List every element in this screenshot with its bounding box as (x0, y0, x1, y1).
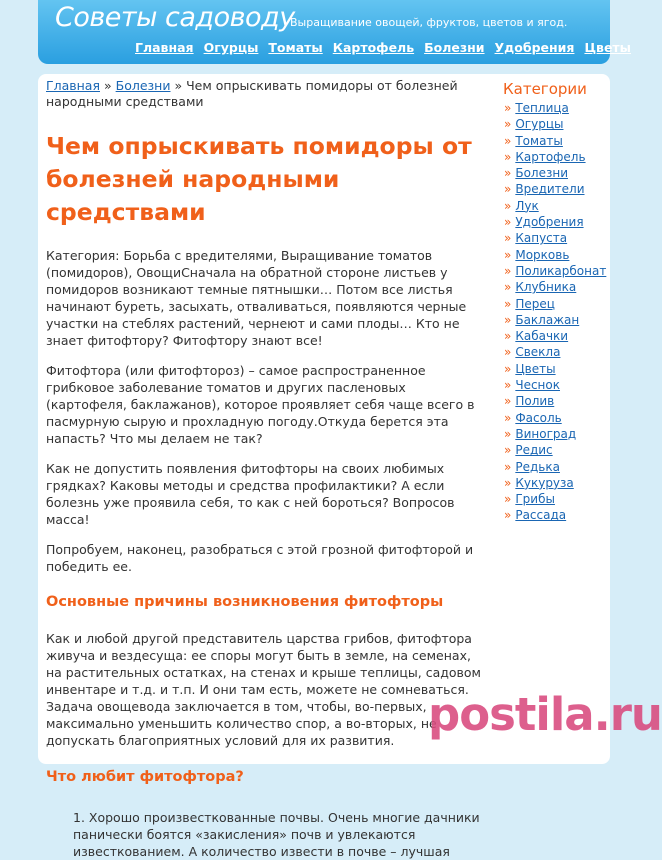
bullet-icon: » (504, 166, 512, 181)
category-link[interactable]: Кабачки (515, 329, 569, 344)
section-heading: Основные причины возникновения фитофторы (46, 594, 444, 610)
nav-link-potatoes[interactable]: Картофель (332, 40, 415, 55)
category-link[interactable]: Цветы (515, 361, 556, 376)
category-link[interactable]: Вредители (515, 182, 585, 197)
nav-link-tomatoes[interactable]: Томаты (268, 40, 323, 55)
category-link[interactable]: Лук (515, 198, 539, 213)
sidebar-category-item (504, 181, 606, 197)
bullet-icon: » (504, 133, 512, 148)
sidebar-category-item (504, 426, 606, 442)
category-link[interactable]: Капуста (515, 231, 568, 246)
bullet-icon: » (504, 410, 512, 425)
sidebar-category-item (504, 410, 606, 426)
category-link[interactable]: Теплица (515, 101, 569, 115)
category-link[interactable]: Баклажан (515, 312, 580, 327)
bullet-icon: » (504, 459, 512, 474)
bullet-icon: » (504, 378, 512, 393)
category-link[interactable]: Клубника (515, 280, 577, 295)
bullet-icon: » (504, 198, 512, 213)
category-link[interactable]: Фасоль (515, 410, 562, 425)
sidebar-category-item (504, 149, 606, 165)
sidebar-category-item (504, 393, 606, 409)
article-paragraph: Категория: Борьба с вредителями, Выращивание томатов (помидоров), ОвощиСначала на обратной стороне листьев у помидоров возникают темные пятнышки… Потом все листья начинают буреть, засыхать, отваливаться, появляются черные участки на стеблях растений, чернеют и сами плоды… Кто не знает фитофтору? Фитофтору знают все! (46, 248, 467, 348)
sidebar-title: Категории (503, 80, 587, 98)
bullet-icon: » (504, 443, 512, 458)
bullet-icon: » (504, 296, 512, 311)
bullet-icon: » (504, 394, 512, 409)
sidebar-category-item (504, 475, 606, 491)
category-link[interactable]: Виноград (515, 426, 577, 441)
sidebar-category-item (504, 491, 606, 507)
sidebar-category-item (504, 165, 606, 181)
site-logo[interactable]: Советы садоводу (55, 2, 295, 33)
sidebar-category-item (504, 214, 606, 230)
sidebar-category-item (504, 328, 606, 344)
section-heading: Что любит фитофтора? (46, 769, 244, 785)
bullet-icon: » (504, 508, 512, 523)
main-column (46, 78, 486, 860)
sidebar-category-item (504, 377, 606, 393)
bullet-icon: » (504, 101, 512, 115)
sidebar-category-item (504, 507, 606, 523)
bullet-icon: » (504, 492, 512, 507)
watermark-logo: postila.ru (428, 688, 662, 741)
sidebar-category-item (504, 296, 606, 312)
nav-link-fertilizers[interactable]: Удобрения (494, 40, 575, 55)
nav-link-diseases[interactable]: Болезни (424, 40, 485, 55)
article-paragraph: Как не допустить появления фитофторы на своих любимых грядках? Каковы методы и средства профилактики? А если болезнь уже проявила себя, то как с ней бороться? Вопросов масса! (46, 461, 455, 527)
category-link[interactable]: Удобрения (515, 215, 584, 230)
sidebar-category-item (504, 442, 606, 458)
sidebar-category-item (504, 459, 606, 475)
list-item: 1. Хорошо произвесткованные почвы. Очень многие дачники панически боятся «закисления» почв и увлекаются известкованием. А количество извести в почве – лучшая (73, 810, 480, 859)
sidebar-category-item (504, 100, 606, 116)
breadcrumb-separator: » (103, 78, 112, 93)
bullet-icon: » (504, 361, 512, 376)
sidebar-category-item (504, 198, 606, 214)
site-header (38, 0, 631, 64)
breadcrumb (46, 78, 486, 110)
bullet-icon: » (504, 231, 512, 246)
top-nav (135, 40, 641, 55)
category-link[interactable]: Томаты (515, 133, 563, 148)
category-link[interactable]: Редис (515, 443, 553, 458)
article-paragraph: Попробуем, наконец, разобраться с этой грозной фитофторой и победить ее. (46, 542, 474, 574)
category-link[interactable]: Чеснок (515, 378, 560, 393)
bullet-icon: » (504, 312, 512, 327)
breadcrumb-home[interactable]: Главная (46, 78, 100, 93)
category-link[interactable]: Рассада (515, 508, 567, 523)
category-list (496, 100, 606, 524)
bullet-icon: » (504, 215, 512, 230)
nav-link-cucumbers[interactable]: Огурцы (203, 40, 259, 55)
category-link[interactable]: Болезни (515, 166, 568, 181)
site-slogan: Выращивание овощей, фруктов, цветов и ягод. (290, 16, 568, 29)
sidebar-category-item (504, 116, 606, 132)
category-link[interactable]: Полив (515, 394, 555, 409)
breadcrumb-separator: » (174, 78, 183, 93)
category-link[interactable]: Свекла (515, 345, 561, 360)
breadcrumb-current: Чем опрыскивать помидоры от болезней народными средствами (46, 78, 458, 109)
bullet-icon: » (504, 182, 512, 197)
categories-sidebar (496, 80, 606, 524)
category-link[interactable]: Поликарбонат (515, 263, 607, 278)
category-link[interactable]: Кукуруза (515, 475, 574, 490)
sidebar-category-item (504, 361, 606, 377)
page-title: Чем опрыскивать помидоры от болезней народными средствами (46, 132, 472, 226)
category-link[interactable]: Картофель (515, 149, 586, 164)
article-paragraph: Как и любой другой представитель царства грибов, фитофтора живуча и вездесуща: ее споры могут быть в земле, на семенах, на растительных остатках, на стенах и крыше теплицы, садовом инвентаре и т.д. и т.п. И они там есть, можете не сомневаться. Задача овощевода заключается в том, чтобы, во-первых, максимально уменьшить количество спор, а во-вторых, не допускать благоприятных условий для их развития. (46, 631, 481, 748)
category-link[interactable]: Перец (515, 296, 555, 311)
nav-link-flowers[interactable]: Цветы (584, 40, 631, 55)
category-link[interactable]: Морковь (515, 247, 570, 262)
sidebar-category-item (504, 230, 606, 246)
bullet-icon: » (504, 329, 512, 344)
category-link[interactable]: Грибы (515, 492, 555, 507)
nav-link-home[interactable]: Главная (135, 40, 194, 55)
category-link[interactable]: Редька (515, 459, 560, 474)
sidebar-category-item (504, 263, 606, 279)
article-paragraph: Фитофтора (или фитофтороз) – самое распространенное грибковое заболевание томатов и других пасленовых (картофеля, баклажанов), которое проявляет себя чаще всего в пасмурную сырую и прохладную погоду.Откуда берется эта напасть? Что мы делаем не так? (46, 363, 475, 446)
sidebar-category-item (504, 344, 606, 360)
content-panel (38, 74, 610, 859)
bullet-icon: » (504, 247, 512, 262)
sidebar-category-item (504, 312, 606, 328)
bullet-icon: » (504, 345, 512, 360)
bullet-icon: » (504, 426, 512, 441)
bullet-icon: » (504, 280, 512, 295)
category-link[interactable]: Огурцы (515, 117, 564, 132)
sidebar-category-item (504, 133, 606, 149)
sidebar-category-item (504, 279, 606, 295)
sidebar-category-item (504, 247, 606, 263)
bullet-icon: » (504, 149, 512, 164)
bullet-icon: » (504, 263, 512, 278)
bullet-icon: » (504, 117, 512, 132)
breadcrumb-section[interactable]: Болезни (115, 78, 171, 93)
bullet-icon: » (504, 475, 512, 490)
